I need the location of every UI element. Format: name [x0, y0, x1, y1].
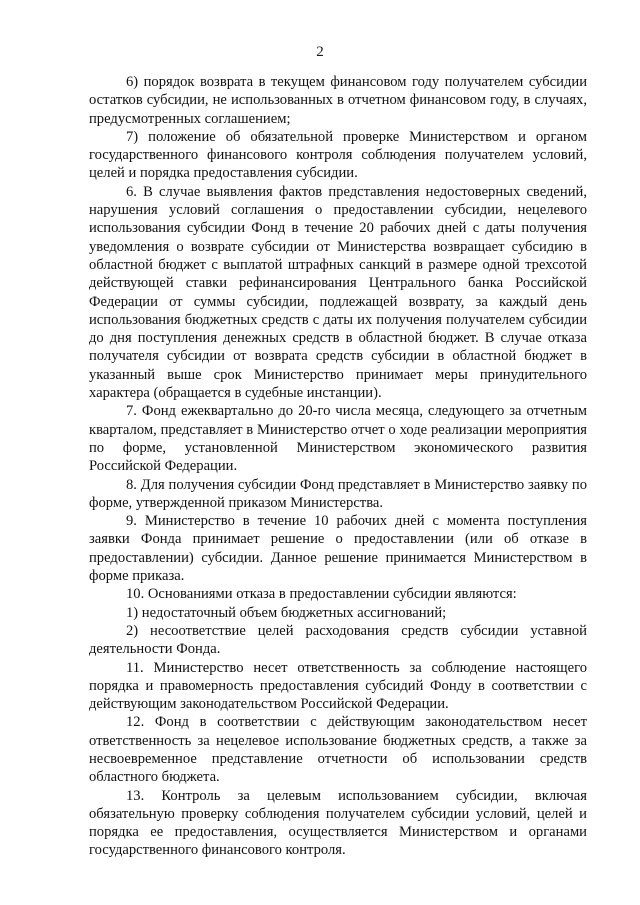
- paragraph-clause-13: 13. Контроль за целевым использованием субсидии, включая обязательную проверку соблюдения получателем субсидии условий, целей и порядка ее предоставления, осуществляется Министерством и органами государственного финансового контроля.: [89, 787, 587, 859]
- paragraph-clause-10: 10. Основаниями отказа в предоставлении субсидии являются:: [126, 586, 517, 603]
- paragraph-clause-11: 11. Министерство несет ответственность за соблюдение настоящего порядка и правомерность предоставления субсидий Фонду в соответствии с действующим законодательством Российской Федерации.: [89, 659, 587, 713]
- paragraph-item-6: 6) порядок возврата в текущем финансовом году получателем субсидии остатков субсидии, не использованных в отчетном финансовом году, в случаях, предусмотренных соглашением;: [89, 74, 587, 127]
- paragraph-clause-10-item-1: 1) недостаточный объем бюджетных ассигнований;: [126, 604, 447, 621]
- document-body: [89, 73, 587, 860]
- paragraph-clause-10-item-2: 2) несоответствие целей расходования средств субсидии уставной деятельности Фонда.: [89, 622, 587, 658]
- paragraph-clause-6: 6. В случае выявления фактов представления недостоверных сведений, нарушения условий соглашения о предоставлении субсидии, нецелевого использования субсидии Фонд в течение 20 рабочих дней с даты получения уведомления о возврате субсидии от Министерства возвращает субсидию в областной бюджет с выплатой штрафных санкций в размере одной трехсотой действующей ставки рефинансирования Центрального банка Российской Федерации от суммы субсидии, подлежащей возврату, за каждый день использования бюджетных средств с даты их получения получателем субсидии до дня поступления денежных средств в областной бюджет. В случае отказа получателя субсидии от возврата средств субсидии в областной бюджет в указанный выше срок Министерство принимает меры принудительного характера (обращается в судебные инстанции).: [89, 183, 587, 402]
- paragraph-clause-12: 12. Фонд в соответствии с действующим законодательством несет ответственность за нецелевое использование бюджетных средств, а также за несвоевременное представление отчетности об использовании средств областного бюджета.: [89, 714, 587, 786]
- page-number: 2: [316, 44, 324, 60]
- paragraph-item-7: 7) положение об обязательной проверке Министерством и органом государственного финансового контроля соблюдения получателем условий, целей и порядка предоставления субсидии.: [89, 128, 587, 182]
- paragraph-clause-9: 9. Министерство в течение 10 рабочих дней с момента поступления заявки Фонда принимает решение о предоставлении (или об отказе в предоставлении) субсидии. Данное решение принимается Министерством в форме приказа.: [89, 513, 587, 585]
- paragraph-clause-7: 7. Фонд ежеквартально до 20-го числа месяца, следующего за отчетным кварталом, представляет в Министерство отчет о ходе реализации мероприятия по форме, установленной Министерством экономического развития Российской Федерации.: [89, 403, 587, 475]
- paragraph-clause-8: 8. Для получения субсидии Фонд представляет в Министерство заявку по форме, утвержденной приказом Министерства.: [89, 476, 587, 511]
